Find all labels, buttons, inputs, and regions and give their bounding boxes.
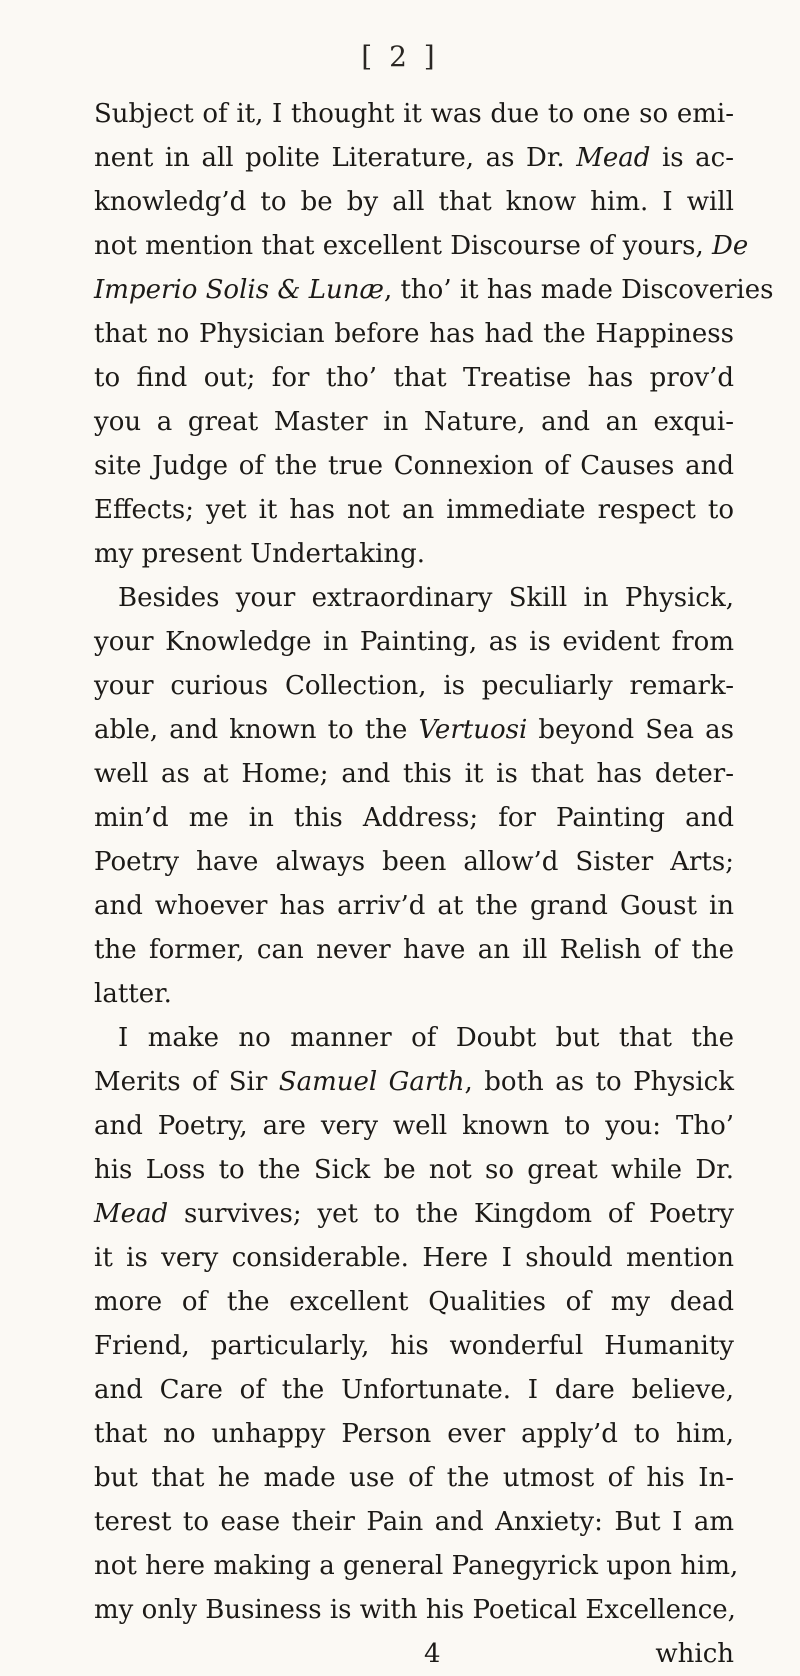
text-line: and Poetry, are very well known to you: Tho’ bbox=[94, 1111, 734, 1141]
text-line: able, and known to the Vertuosi beyond Sea as bbox=[94, 715, 734, 745]
text-line: and Care of the Unfortunate. I dare believe, bbox=[94, 1375, 734, 1405]
text-line: my present Undertaking. bbox=[94, 539, 426, 569]
text-line: the former, can never have an ill Relish of the bbox=[94, 935, 734, 965]
text-line: site Judge of the true Connexion of Causes and bbox=[94, 451, 734, 481]
catchword: which bbox=[655, 1639, 734, 1669]
text-line: not here making a general Panegyrick upon him, bbox=[94, 1551, 739, 1581]
page-number: [ 2 ] bbox=[361, 40, 439, 73]
text-line: nent in all polite Literature, as Dr. Mead is ac- bbox=[94, 143, 735, 173]
text-line: Besides your extraordinary Skill in Physick, bbox=[118, 583, 734, 613]
text-line: Subject of it, I thought it was due to one so emi- bbox=[94, 99, 734, 129]
text-line: Friend, particularly, his wonderful Humanity bbox=[94, 1331, 734, 1361]
text-line: and whoever has arriv’d at the grand Goust in bbox=[94, 891, 734, 921]
text-line: his Loss to the Sick be not so great while Dr. bbox=[94, 1155, 734, 1185]
text-line: I make no manner of Doubt but that the bbox=[118, 1023, 734, 1053]
text-line: that no Physician before has had the Happiness bbox=[94, 319, 734, 349]
text-line: min’d me in this Address; for Painting and bbox=[94, 803, 734, 833]
body-text bbox=[94, 92, 774, 1676]
text-line: well as at Home; and this it is that has deter- bbox=[94, 759, 734, 789]
text-line: my only Business is with his Poetical Excellence, bbox=[94, 1595, 736, 1625]
text-line: latter. bbox=[94, 979, 172, 1009]
text-line: knowledg’d to be by all that know him. I will bbox=[94, 187, 734, 217]
text-line: Effects; yet it has not an immediate respect to bbox=[94, 495, 734, 525]
text-line: you a great Master in Nature, and an exqui- bbox=[94, 407, 734, 437]
catch-line bbox=[94, 1632, 734, 1676]
signature-mark: 4 bbox=[424, 1639, 441, 1669]
text-line: more of the excellent Qualities of my dead bbox=[94, 1287, 734, 1317]
text-line: it is very considerable. Here I should mention bbox=[94, 1243, 734, 1273]
text-line: Merits of Sir Samuel Garth, both as to Physick bbox=[94, 1067, 734, 1097]
text-line: Mead survives; yet to the Kingdom of Poetry bbox=[94, 1199, 734, 1229]
text-line: terest to ease their Pain and Anxiety: But I am bbox=[94, 1507, 734, 1537]
text-line: but that he made use of the utmost of his In- bbox=[94, 1463, 734, 1493]
text-line: to find out; for tho’ that Treatise has prov’d bbox=[94, 363, 734, 393]
text-line: that no unhappy Person ever apply’d to him, bbox=[94, 1419, 734, 1449]
text-line: your curious Collection, is peculiarly remark- bbox=[94, 671, 734, 701]
text-line: your Knowledge in Painting, as is evident from bbox=[94, 627, 734, 657]
text-line: not mention that excellent Discourse of yours, De bbox=[94, 231, 749, 261]
text-line: Imperio Solis & Lunæ, tho’ it has made Discoveries bbox=[94, 275, 774, 305]
text-line: Poetry have always been allow’d Sister Arts; bbox=[94, 847, 734, 877]
